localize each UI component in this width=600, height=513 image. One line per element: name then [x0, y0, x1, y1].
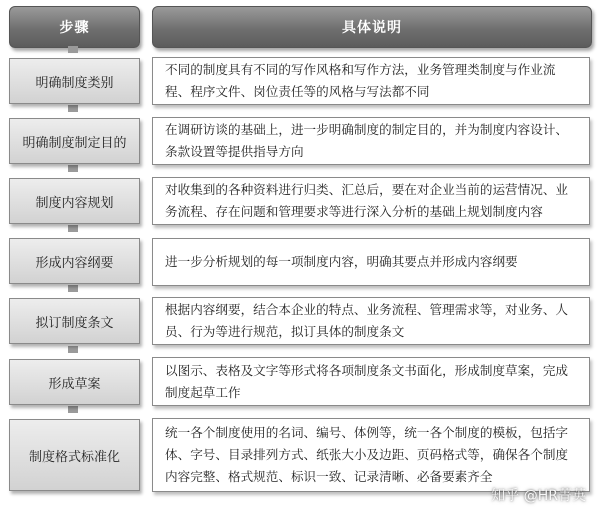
description-box: 根据内容纲要，结合本企业的特点、业务流程、管理需求等，对业务、人员、行为等进行规范，拟订具体的制度条文: [152, 297, 590, 345]
arrow-connector: [68, 225, 78, 232]
step-box: 制度格式标准化: [9, 419, 140, 491]
arrow-connector: [68, 105, 78, 112]
description-box: 在调研访谈的基础上，进一步明确制度的制定目的，并为制度内容设计、条款设置等提供指导方向: [152, 117, 590, 165]
step-box: 形成内容纲要: [9, 238, 140, 284]
step-box: 拟订制度条文: [9, 298, 140, 344]
step-box: 形成草案: [9, 359, 140, 405]
arrow-connector: [68, 165, 78, 172]
arrow-connector: [68, 285, 78, 292]
description-box: 统一各个制度使用的名词、编号、体例等，统一各个制度的模板，包括字体、字号、目录排列方式、纸张大小及边距、页码格式等，确保各个制度内容完整、格式规范、标识一致、记录清晰、必备要素齐全: [152, 418, 590, 492]
header-step: 步骤: [9, 6, 140, 48]
step-box: 制度内容规划: [9, 178, 140, 224]
step-box: 明确制度制定目的: [9, 118, 140, 164]
arrow-connector: [68, 346, 78, 353]
description-box: 以图示、表格及文字等形式将各项制度条文书面化，形成制度草案，完成制度起草工作: [152, 357, 590, 406]
step-box: 明确制度类别: [9, 58, 140, 104]
arrow-connector: [68, 46, 78, 53]
header-description: 具体说明: [152, 6, 592, 48]
arrow-connector: [68, 406, 78, 413]
description-box: 对收集到的各种资料进行归类、汇总后，要在对企业当前的运营情况、业务流程、存在问题和管理要求等进行深入分析的基础上规划制度内容: [152, 177, 590, 225]
description-box: 不同的制度具有不同的写作风格和写作方法，业务管理类制度与作业流程、程序文件、岗位责任等的风格与写法都不同: [152, 57, 590, 105]
description-box: 进一步分析规划的每一项制度内容，明确其要点并形成内容纲要: [152, 238, 590, 286]
watermark: 知乎 @HR菁英: [491, 488, 586, 504]
